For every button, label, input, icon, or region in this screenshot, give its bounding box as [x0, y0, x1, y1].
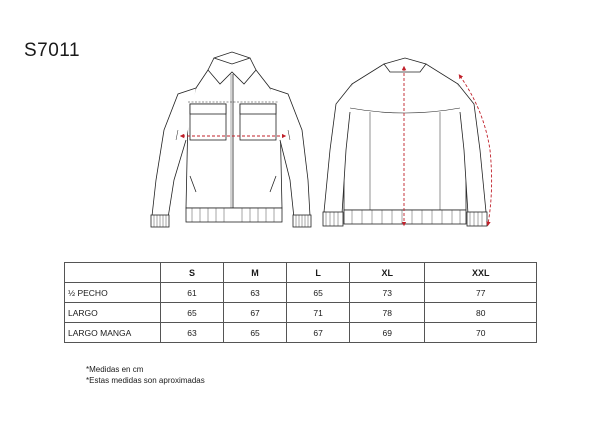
table-row: [65, 303, 537, 323]
row-label: LARGO MANGA: [65, 323, 161, 343]
table-cell: 67: [224, 303, 287, 323]
table-cell: 63: [161, 323, 224, 343]
table-cell: 61: [161, 283, 224, 303]
table-cell: 65: [161, 303, 224, 323]
notes: [86, 365, 205, 386]
table-cell: 78: [350, 303, 425, 323]
row-label: ½ PECHO: [65, 283, 161, 303]
table-row: [65, 283, 537, 303]
table-cell: 80: [425, 303, 537, 323]
size-header-cell: L: [287, 263, 350, 283]
table-cell: 65: [224, 323, 287, 343]
table-cell: 65: [287, 283, 350, 303]
size-table: [64, 262, 537, 343]
table-cell: 77: [425, 283, 537, 303]
row-label: LARGO: [65, 303, 161, 323]
table-cell: 67: [287, 323, 350, 343]
table-cell: 69: [350, 323, 425, 343]
product-code: S7011: [24, 40, 81, 61]
size-header-cell: M: [224, 263, 287, 283]
size-header-cell: XL: [350, 263, 425, 283]
table-cell: 70: [425, 323, 537, 343]
table-row: [65, 323, 537, 343]
jacket-back-view: [323, 58, 487, 226]
table-cell: 71: [287, 303, 350, 323]
note-units: *Medidas en cm: [86, 365, 144, 374]
note-approximate: *Estas medidas son aproximadas: [86, 375, 205, 385]
table-cell: 63: [224, 283, 287, 303]
size-header-cell: S: [161, 263, 224, 283]
size-header-row: [65, 263, 537, 283]
jacket-front-view: [151, 52, 311, 227]
table-cell: 73: [350, 283, 425, 303]
size-header-corner: [65, 263, 161, 283]
size-header-cell: XXL: [425, 263, 537, 283]
